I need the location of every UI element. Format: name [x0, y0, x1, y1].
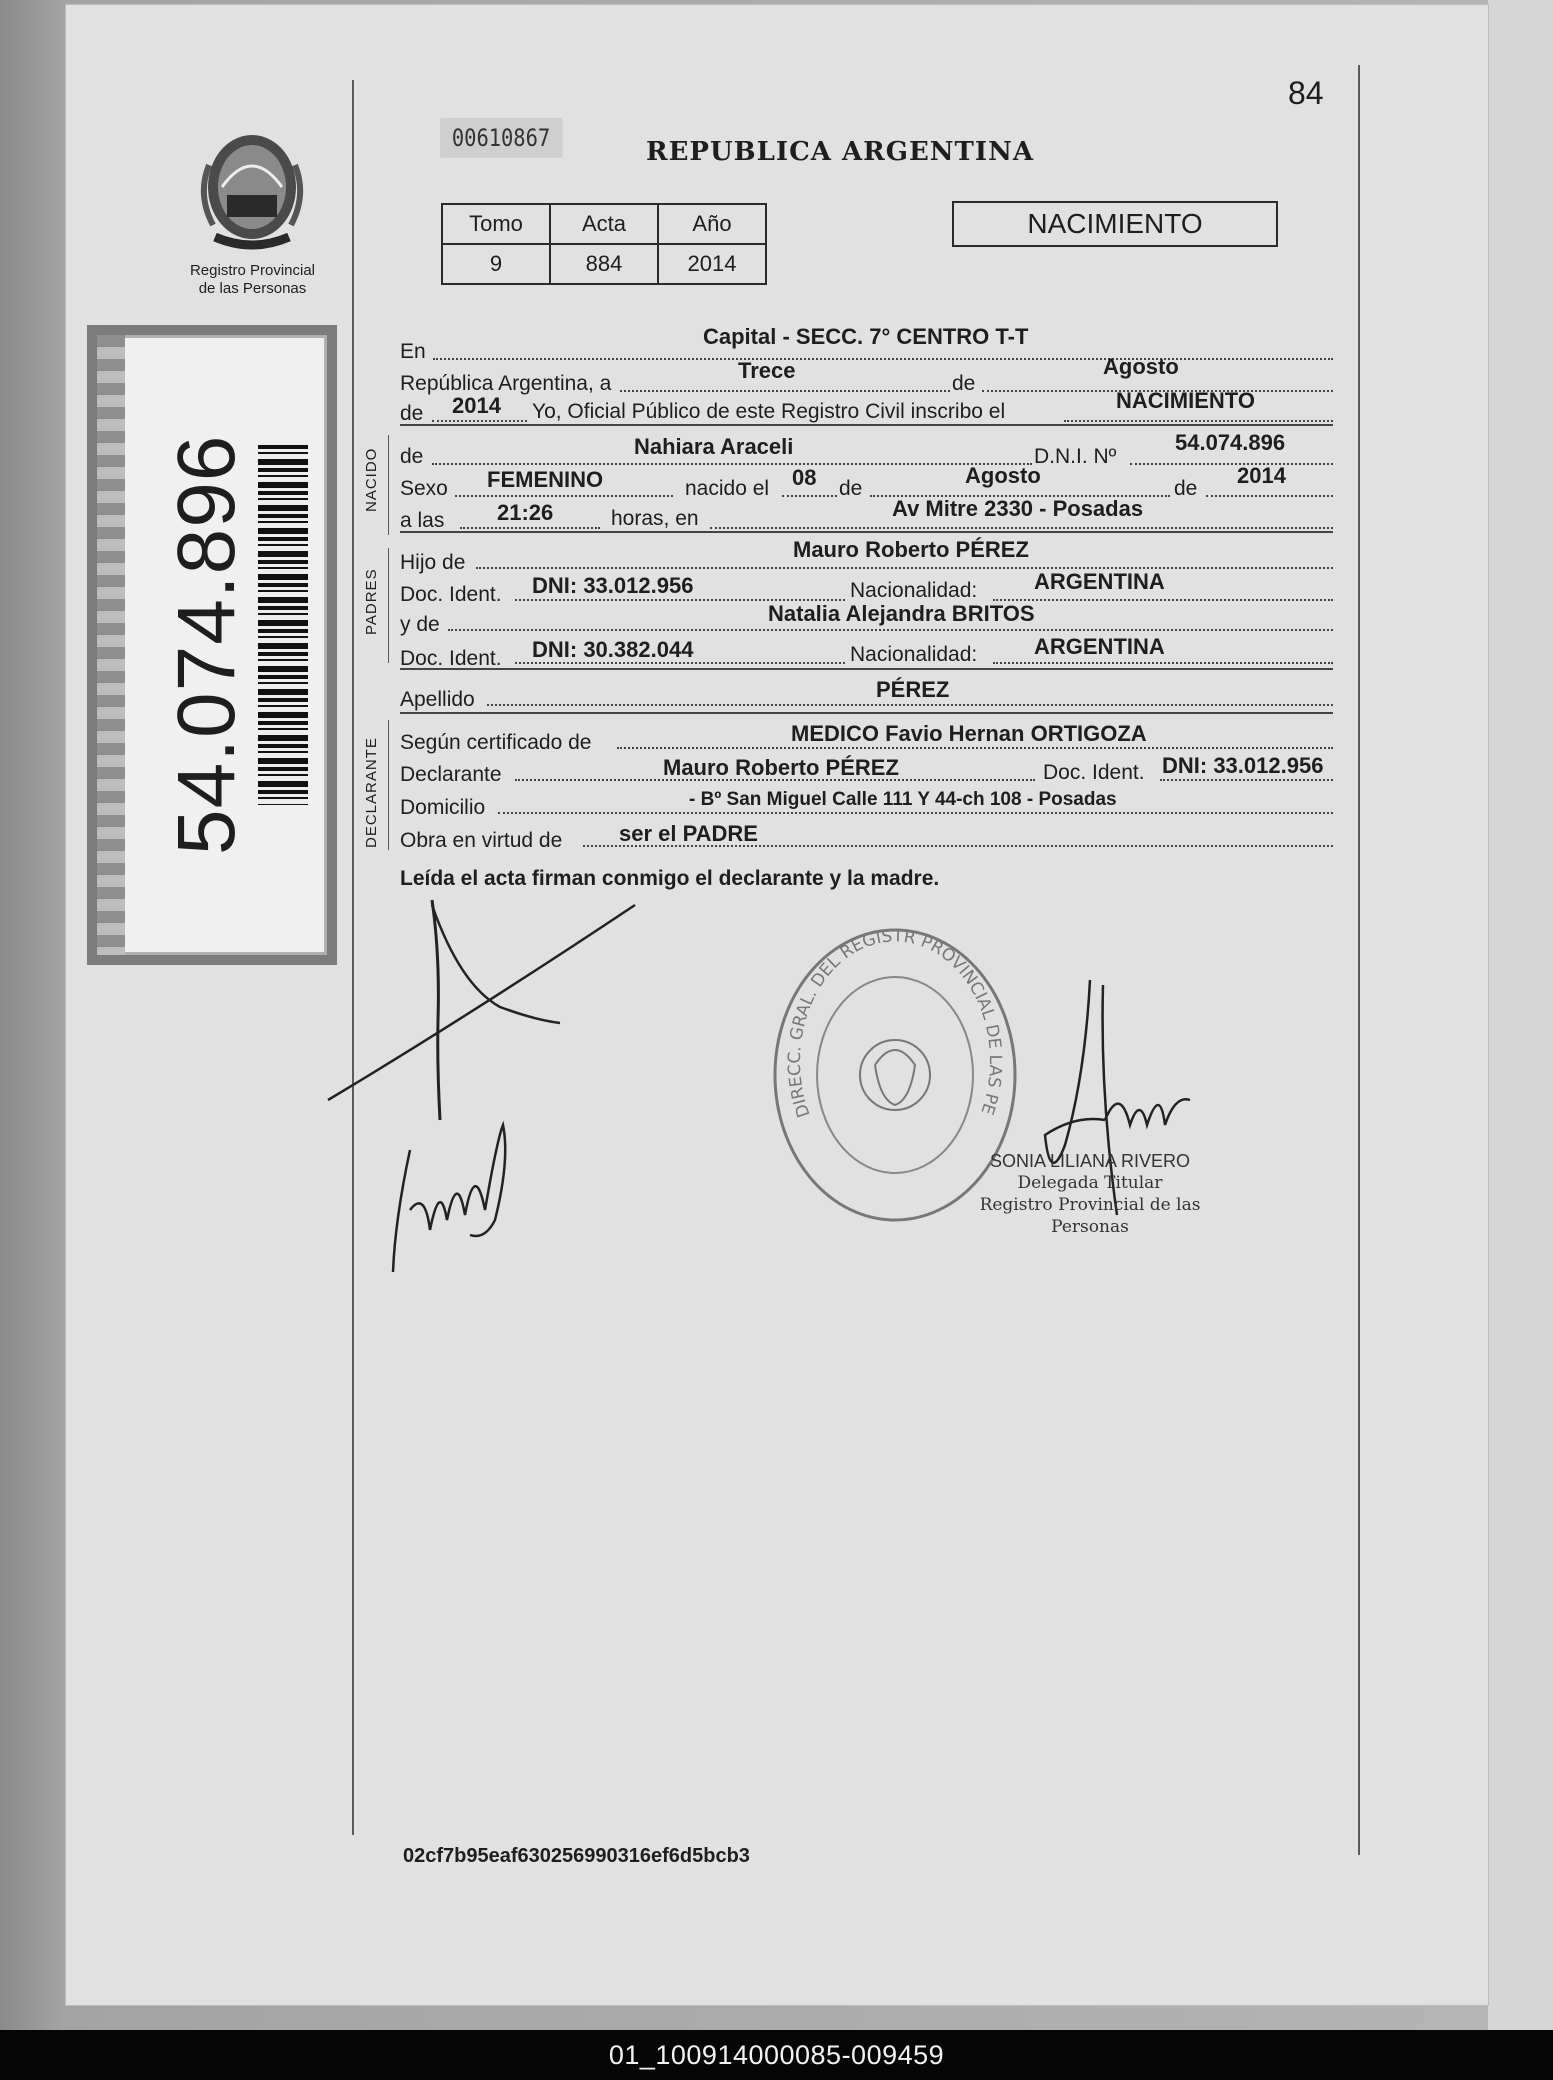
- domicilio-line: [498, 812, 1333, 814]
- obra-label: Obra en virtud de: [400, 829, 563, 852]
- badge-pattern: [97, 335, 125, 955]
- separator-3: [400, 668, 1333, 670]
- dni-line: [1130, 463, 1333, 465]
- barcode: [258, 445, 308, 805]
- official-signature-block: [940, 1150, 1240, 1238]
- father-doc-label: Doc. Ident.: [400, 583, 502, 606]
- record-header-anio: Año: [658, 204, 766, 244]
- declarante-bracket: [388, 720, 389, 850]
- y-de-label: y de: [400, 613, 440, 636]
- birth-year-line: [1206, 495, 1333, 497]
- month-value: Agosto: [1103, 354, 1179, 379]
- section-label-declarante: DECLARANTE: [363, 737, 380, 848]
- official-name: SONIA LILIANA RIVERO: [989, 1151, 1191, 1171]
- sexo-value: FEMENINO: [487, 467, 604, 492]
- dni-value: 54.074.896: [1175, 430, 1286, 455]
- father-line: [476, 567, 1333, 569]
- registry-caption-line2: de las Personas: [198, 280, 307, 297]
- time-line: [460, 527, 600, 529]
- declarante-label: Declarante: [400, 763, 502, 786]
- a-las-label: a las: [400, 509, 445, 532]
- record-table: [441, 203, 767, 285]
- declarante-doc-label: Doc. Ident.: [1043, 761, 1145, 784]
- domicilio-label: Domicilio: [400, 796, 486, 819]
- section-label-padres: PADRES: [363, 568, 380, 635]
- sexo-label: Sexo: [400, 477, 448, 500]
- horas-label: horas, en: [611, 507, 699, 530]
- nombre-value: Nahiara Araceli: [634, 434, 794, 459]
- separator-2: [400, 531, 1333, 533]
- mother-nationality: ARGENTINA: [1034, 634, 1165, 659]
- apellido-value: PÉREZ: [876, 677, 950, 702]
- padres-bracket: [388, 548, 389, 663]
- place-value: Av Mitre 2330 - Posadas: [892, 496, 1144, 521]
- section-label-nacido: NACIDO: [363, 447, 380, 512]
- record-value-anio: 2014: [658, 244, 766, 284]
- declarante-value: Mauro Roberto PÉREZ: [663, 755, 899, 780]
- en-label: En: [400, 340, 426, 363]
- declarant-signature: [320, 895, 650, 1135]
- registry-caption-line1: Registro Provincial: [189, 262, 316, 279]
- en-value: Capital - SECC. 7° CENTRO T-T: [703, 324, 1029, 349]
- record-value-tomo: 9: [442, 244, 550, 284]
- republica-label: República Argentina, a: [400, 372, 612, 395]
- de-label-3: de: [839, 477, 863, 500]
- year-line: [432, 420, 527, 422]
- birth-day: 08: [792, 465, 817, 490]
- day-line: [620, 390, 950, 392]
- svg-text:DIRECC. GRAL. DEL REGISTR PROV: [770, 925, 1005, 1120]
- birth-day-line: [782, 495, 837, 497]
- inscribo-line: [1064, 420, 1333, 422]
- scan-footer-id: 01_100914000085-009459: [0, 2030, 1553, 2080]
- inscribo-label: Yo, Oficial Público de este Registro Civil inscribo el: [532, 400, 1006, 423]
- serial-number: 00610867: [440, 118, 562, 158]
- document-type-box: NACIMIENTO: [952, 201, 1278, 247]
- closing-statement: Leída el acta firman conmigo el declarante y la madre.: [400, 867, 940, 890]
- official-office: Registro Provincial de las Personas: [979, 1195, 1201, 1237]
- separator-1: [400, 424, 1333, 426]
- mother-name: Natalia Alejandra BRITOS: [768, 601, 1035, 626]
- registry-caption: [175, 262, 330, 298]
- nacido-label: nacido el: [685, 477, 770, 500]
- place-line: [710, 527, 1333, 529]
- en-line: [433, 358, 1333, 360]
- mother-nationality-line: [993, 662, 1333, 664]
- year-value: 2014: [452, 393, 501, 418]
- separator-4: [400, 712, 1333, 714]
- father-doc: DNI: 33.012.956: [532, 573, 694, 598]
- mother-doc: DNI: 30.382.044: [532, 637, 694, 662]
- de-label-1: de: [952, 372, 976, 395]
- seal-text: DIRECC. GRAL. DEL REGISTR PROVINCIAL DE LAS PE: [784, 926, 1006, 1121]
- birth-month: Agosto: [965, 463, 1041, 488]
- mother-nationality-label: Nacionalidad:: [850, 643, 978, 666]
- misiones-emblem: [195, 125, 310, 255]
- hijo-label: Hijo de: [400, 551, 466, 574]
- mother-doc-label: Doc. Ident.: [400, 647, 502, 670]
- de-label-4: de: [1174, 477, 1198, 500]
- record-value-acta: 884: [550, 244, 658, 284]
- official-title: Delegada Titular: [1017, 1173, 1163, 1193]
- nacido-bracket: [388, 435, 389, 535]
- country-title: REPUBLICA ARGENTINA: [646, 137, 1035, 167]
- adjacent-page-edge: [1488, 0, 1553, 2030]
- mother-line: [448, 629, 1333, 631]
- dni-label: D.N.I. Nº: [1034, 445, 1117, 468]
- certificado-value: MEDICO Favio Hernan ORTIGOZA: [791, 721, 1147, 746]
- birth-year: 2014: [1237, 463, 1286, 488]
- mother-signature: [385, 1120, 555, 1280]
- certificado-line: [617, 747, 1333, 749]
- right-margin-rule: [1358, 65, 1360, 1855]
- time-value: 21:26: [497, 500, 554, 525]
- inscribo-value: NACIMIENTO: [1116, 388, 1255, 413]
- father-nationality: ARGENTINA: [1034, 569, 1165, 594]
- record-header-tomo: Tomo: [442, 204, 550, 244]
- de-label-2: de: [400, 402, 424, 425]
- obra-value: ser el PADRE: [619, 821, 758, 846]
- page-number: 84: [1288, 75, 1324, 111]
- apellido-line: [487, 704, 1333, 706]
- day-value: Trece: [738, 358, 796, 383]
- father-nationality-label: Nacionalidad:: [850, 579, 978, 602]
- certificado-label: Según certificado de: [400, 731, 592, 754]
- father-name: Mauro Roberto PÉREZ: [793, 537, 1029, 562]
- domicilio-value: - Bº San Miguel Calle 111 Y 44-ch 108 - Posadas: [689, 789, 1117, 810]
- nombre-label: de: [400, 445, 424, 468]
- father-nationality-line: [993, 599, 1333, 601]
- verification-hash: 02cf7b95eaf630256990316ef6d5bcb3: [403, 1845, 750, 1867]
- sexo-line: [455, 495, 673, 497]
- dni-badge-number: 54.074.896: [161, 434, 252, 855]
- nombre-line: [432, 463, 1032, 465]
- apellido-label: Apellido: [400, 688, 475, 711]
- declarante-doc-value: DNI: 33.012.956: [1162, 753, 1324, 778]
- record-header-acta: Acta: [550, 204, 658, 244]
- declarante-doc-line: [1160, 779, 1333, 781]
